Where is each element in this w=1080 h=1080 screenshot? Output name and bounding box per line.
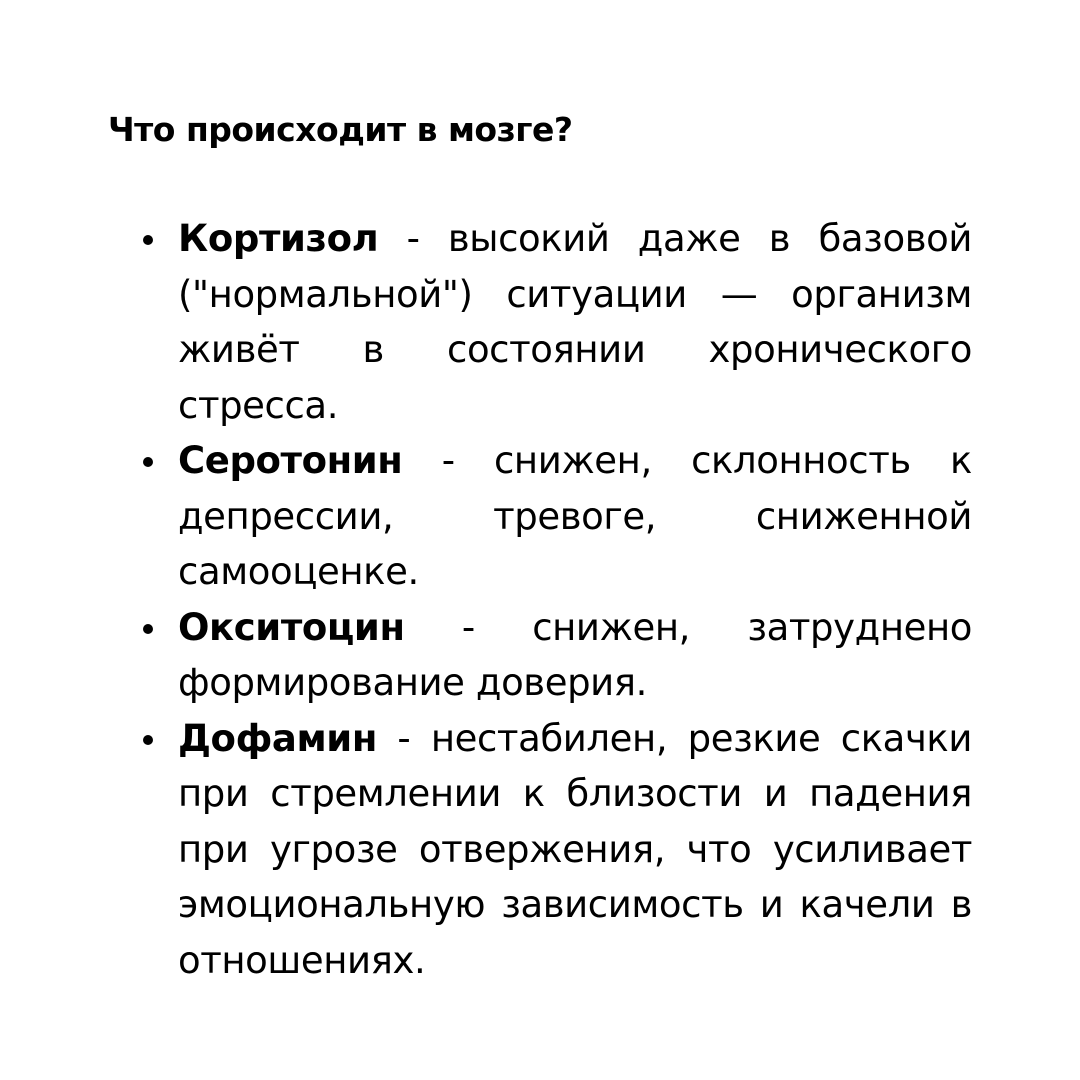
- item-term: Дофамин: [178, 716, 377, 760]
- item-text: - снижен, затруднено формирование доверия.: [178, 605, 972, 704]
- list-item-cortisol: [140, 211, 972, 433]
- list-item-dopamine: [140, 711, 972, 989]
- item-term: Серотонин: [178, 439, 403, 482]
- list-item-serotonin: [140, 433, 972, 600]
- bullet-icon: [143, 624, 153, 634]
- item-text: - снижен, склонность к депрессии, тревоге, сниженной самооценке.: [178, 439, 972, 593]
- item-term: Окситоцин: [178, 605, 405, 649]
- list-item-oxytocin: [140, 600, 972, 711]
- item-text: - нестабилен, резкие скачки при стремлении к близости и падения при угрозе отвержения, что усиливает эмоциональную зависимость и качели в отношениях.: [178, 716, 972, 982]
- bullet-icon: [143, 735, 153, 745]
- item-text: - высокий даже в базовой ("нормальной") ситуации — организм живёт в состоянии хронического стресса.: [178, 217, 972, 427]
- page-title: Что происходит в мозге?: [108, 110, 573, 149]
- bullet-icon: [143, 235, 153, 245]
- item-term: Кортизол: [178, 217, 379, 260]
- hormone-list: [140, 211, 972, 988]
- bullet-icon: [143, 457, 153, 467]
